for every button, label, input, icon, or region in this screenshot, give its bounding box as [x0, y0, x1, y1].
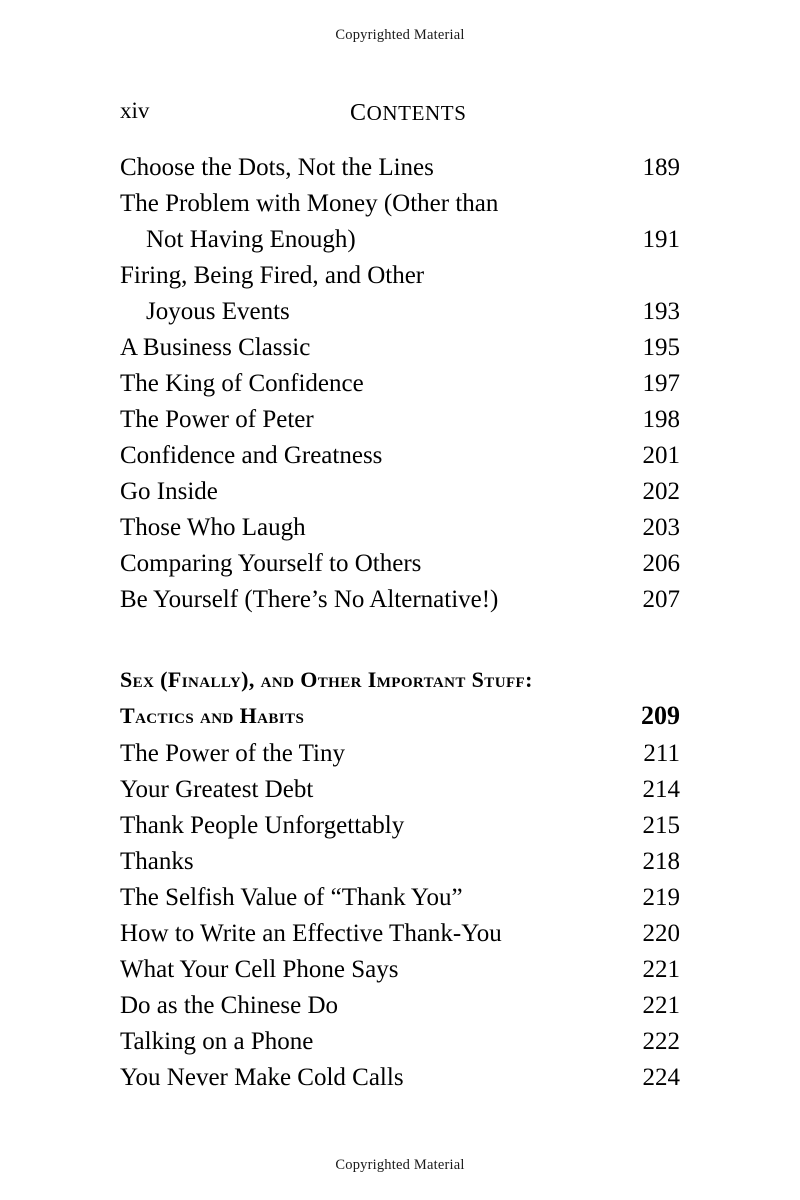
toc-entry-title: Not Having Enough) [146, 226, 356, 253]
toc-entry-page: 219 [642, 884, 680, 911]
toc-entry-page: 193 [642, 298, 680, 325]
table-of-contents [120, 150, 680, 1096]
toc-entry-title: How to Write an Effective Thank-You [120, 920, 502, 947]
toc-entry[interactable] [120, 510, 680, 546]
toc-part-heading-page: 209 [641, 701, 680, 730]
toc-entry[interactable] [120, 402, 680, 438]
toc-entry-page: 218 [642, 848, 680, 875]
toc-entry-page: 195 [642, 334, 680, 361]
toc-entry[interactable] [120, 808, 680, 844]
toc-part-heading-line-1 [120, 662, 680, 698]
toc-entry-title: Thanks [120, 848, 194, 875]
toc-group-two [120, 736, 680, 1096]
toc-group-one [120, 150, 680, 618]
toc-entry-title: Those Who Laugh [120, 514, 306, 541]
toc-entry-page: 202 [642, 478, 680, 505]
toc-entry-page: 189 [642, 154, 680, 181]
toc-entry-title: The Selfish Value of “Thank You” [120, 884, 463, 911]
toc-entry[interactable] [120, 474, 680, 510]
toc-entry-page: 221 [642, 956, 680, 983]
toc-entry-page: 207 [642, 586, 680, 613]
copyright-watermark-bottom: Copyrighted Material [335, 1157, 465, 1173]
toc-entry-page: 214 [642, 776, 680, 803]
toc-entry-title: Thank People Unforgettably [120, 812, 405, 839]
toc-entry-title: The Power of Peter [120, 406, 314, 433]
toc-entry-title: What Your Cell Phone Says [120, 956, 399, 983]
toc-entry[interactable] [120, 150, 680, 186]
toc-part-heading-title-line-2: Tactics and Habits [120, 703, 305, 728]
toc-entry-title: Firing, Being Fired, and Other [120, 262, 425, 289]
toc-entry-page: 224 [642, 1064, 680, 1091]
toc-part-heading[interactable] [120, 662, 680, 734]
toc-entry-page: 215 [642, 812, 680, 839]
toc-entry-page: 203 [642, 514, 680, 541]
toc-entry-title: Talking on a Phone [120, 1028, 314, 1055]
toc-entry-page: 191 [642, 226, 680, 253]
running-head [350, 100, 466, 127]
toc-entry-title: The King of Confidence [120, 370, 364, 397]
toc-entry-title: The Problem with Money (Other than [120, 190, 499, 217]
toc-entry[interactable] [120, 1060, 680, 1096]
toc-part-heading-line-2 [120, 698, 680, 734]
toc-entry[interactable] [120, 546, 680, 582]
toc-entry-title: Do as the Chinese Do [120, 992, 339, 1019]
toc-entry-title: The Power of the Tiny [120, 740, 345, 767]
running-head-text: ONTENTS [366, 101, 467, 125]
toc-entry-title: A Business Classic [120, 334, 311, 361]
toc-entry[interactable] [120, 772, 680, 808]
toc-entry-title: Comparing Yourself to Others [120, 550, 422, 577]
toc-entry[interactable] [120, 916, 680, 952]
toc-entry-page: 201 [642, 442, 680, 469]
toc-entry-title: Confidence and Greatness [120, 442, 383, 469]
toc-entry[interactable] [120, 438, 680, 474]
toc-entry-page: 220 [642, 920, 680, 947]
folio-number: xiv [120, 98, 150, 123]
toc-entry[interactable] [120, 258, 680, 294]
toc-entry-title: Joyous Events [146, 298, 290, 325]
toc-entry[interactable] [120, 330, 680, 366]
toc-entry-page: 197 [642, 370, 680, 397]
toc-entry-page: 222 [642, 1028, 680, 1055]
toc-entry[interactable] [120, 736, 680, 772]
toc-entry-title: Choose the Dots, Not the Lines [120, 154, 434, 181]
toc-entry-title: You Never Make Cold Calls [120, 1064, 404, 1091]
toc-entry-page: 198 [642, 406, 680, 433]
toc-entry[interactable] [120, 952, 680, 988]
copyright-watermark-top: Copyrighted Material [335, 27, 465, 43]
toc-entry-page: 206 [642, 550, 680, 577]
toc-entry[interactable] [120, 1024, 680, 1060]
toc-entry-page: 211 [643, 740, 680, 767]
toc-entry-title: Go Inside [120, 478, 218, 505]
toc-entry[interactable] [120, 880, 680, 916]
toc-entry[interactable] [120, 582, 680, 618]
toc-entry-page: 221 [642, 992, 680, 1019]
toc-part-heading-title-line-1: Sex (Finally), and Other Important Stuff: [120, 667, 533, 692]
toc-entry-title: Be Yourself (There’s No Alternative!) [120, 586, 499, 613]
toc-entry[interactable] [120, 366, 680, 402]
toc-entry[interactable] [120, 988, 680, 1024]
toc-entry[interactable] [120, 186, 680, 222]
page-header [120, 98, 680, 128]
toc-entry-continuation[interactable] [120, 294, 680, 330]
running-head-initial: C [350, 100, 367, 126]
toc-entry[interactable] [120, 844, 680, 880]
toc-entry-continuation[interactable] [120, 222, 680, 258]
toc-entry-title: Your Greatest Debt [120, 776, 314, 803]
